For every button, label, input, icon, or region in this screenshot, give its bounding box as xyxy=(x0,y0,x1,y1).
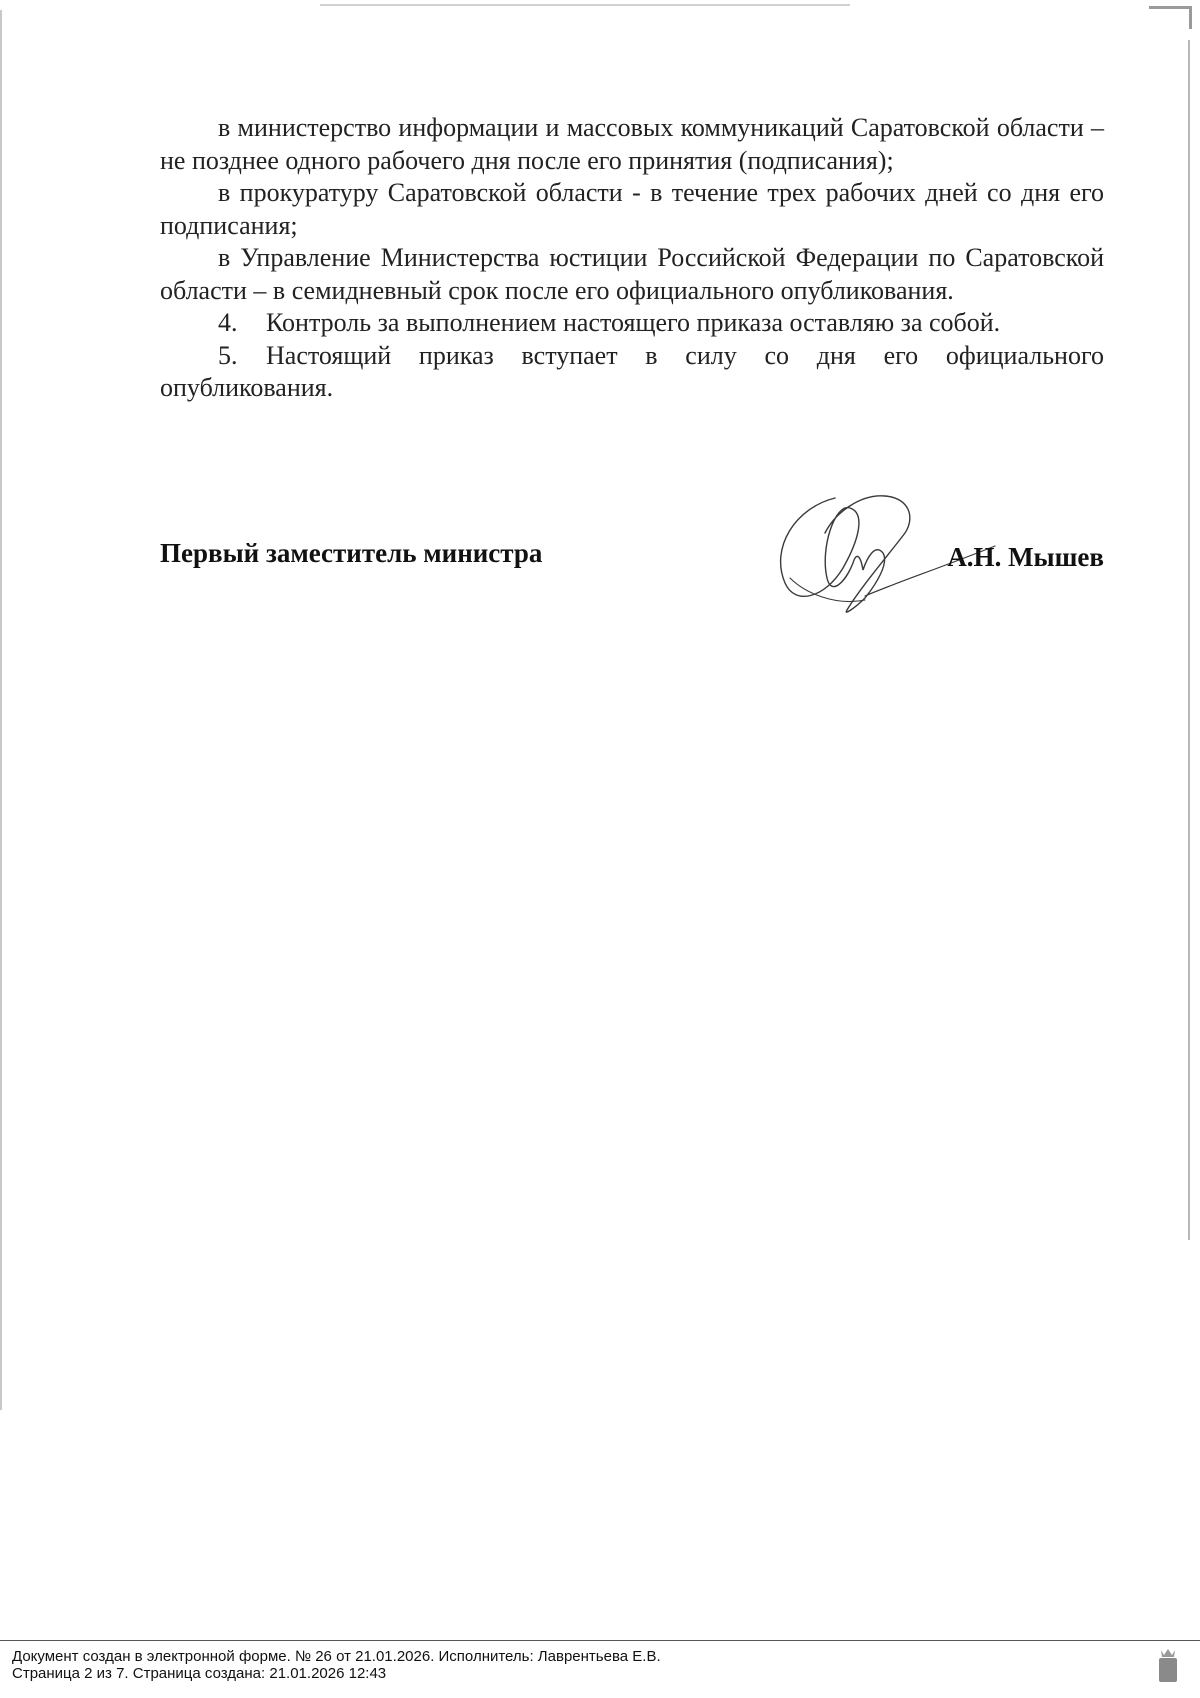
scan-edge xyxy=(1188,40,1190,1240)
signer-name: А.Н. Мышев xyxy=(947,542,1104,572)
paragraph-prosecutor: в прокуратуру Саратовской области - в течение трех рабочих дней со дня его подписания; xyxy=(160,178,1104,240)
scan-edge xyxy=(0,10,2,1410)
list-item xyxy=(160,340,1104,405)
item-text: Настоящий приказ вступает в силу со дня его официального опубликования. xyxy=(160,340,1104,402)
signer-position: Первый заместитель министра xyxy=(160,538,543,568)
footer-divider xyxy=(0,1640,1200,1641)
signature-block xyxy=(160,538,1104,658)
footer-page-info: Страница 2 из 7. Страница создана: 21.01.2026 12:43 xyxy=(12,1665,387,1682)
electronic-document-footer xyxy=(12,1648,661,1682)
footer-document-info: Документ создан в электронной форме. № 26 от 21.01.2026. Исполнитель: Лаврентьева Е.В. xyxy=(12,1648,661,1665)
paragraph-justice-ministry: в Управление Министерства юстиции Российской Федерации по Саратовской области – в семидневный срок после его официального опубликования. xyxy=(160,243,1104,305)
item-text: Контроль за выполнением настоящего приказа оставляю за собой. xyxy=(266,308,1001,337)
scan-edge xyxy=(320,4,850,6)
paragraph-ministry-info: в министерство информации и массовых коммуникаций Саратовской области – не позднее одного рабочего дня после его принятия (подписания); xyxy=(160,113,1104,175)
coat-of-arms-icon xyxy=(1156,1646,1180,1684)
scan-corner xyxy=(1149,6,1192,29)
item-number: 5. xyxy=(218,340,238,370)
list-item xyxy=(160,307,1104,340)
item-number: 4. xyxy=(218,308,238,337)
document-body xyxy=(160,112,1104,405)
